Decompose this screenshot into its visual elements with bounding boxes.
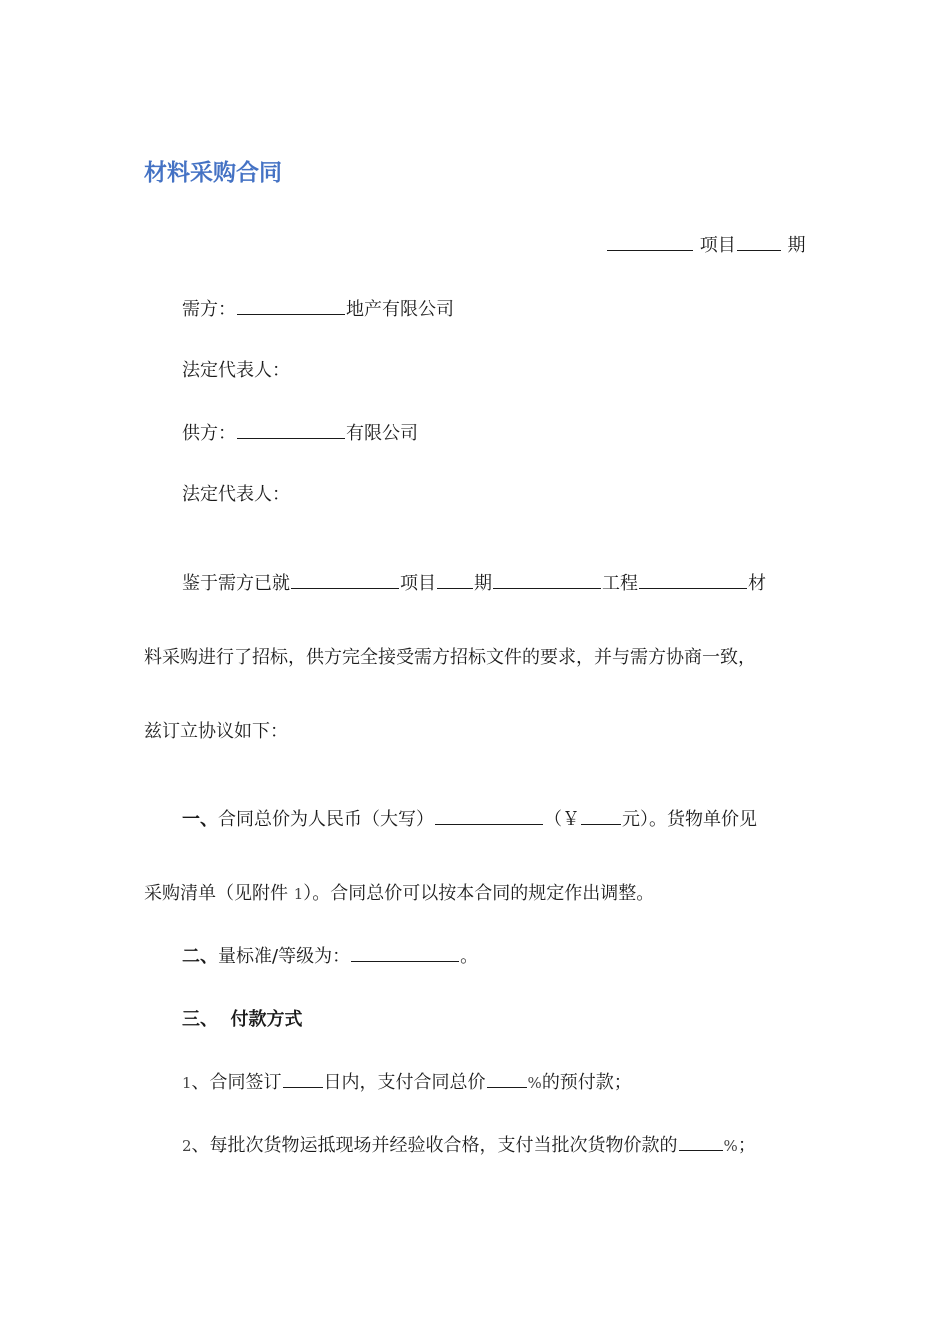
project-phase-line: [606, 232, 805, 259]
blank-project-name[interactable]: [607, 232, 693, 251]
preamble-text: 鉴于需方已就: [182, 573, 290, 594]
percent-sign: %: [723, 1137, 738, 1155]
seller-label: 供方：: [182, 423, 236, 444]
preamble-material-char: 材: [748, 573, 766, 594]
preamble-engineering-label: 工程: [602, 573, 638, 594]
seller-rep-line: [182, 482, 290, 508]
document-title: 材料采购合同: [144, 160, 282, 186]
blank-signing-days[interactable]: [283, 1069, 323, 1088]
blank-preamble-project[interactable]: [291, 570, 399, 589]
buyer-suffix: 地产有限公司: [346, 299, 454, 320]
payment-item-2-number: 2: [182, 1137, 192, 1155]
seller-suffix: 有限公司: [346, 423, 418, 444]
payment-item-1-number: 1: [182, 1074, 192, 1092]
clause-1-text: 合同总价为人民币（大写）: [218, 809, 434, 830]
blank-phase-number[interactable]: [737, 232, 781, 251]
clause-1-line-2: [144, 881, 654, 907]
preamble-project-label: 项目: [400, 573, 436, 594]
clause-3-heading: [182, 1007, 303, 1033]
blank-quality-standard[interactable]: [351, 943, 459, 962]
clause-3-title: 付款方式: [230, 1009, 303, 1030]
seller-line: [182, 420, 418, 447]
clause-3-number: 三、: [182, 1009, 218, 1030]
preamble-line-3: 兹订立协议如下：: [144, 721, 288, 742]
payment-item-1-text: 、合同签订: [191, 1072, 282, 1093]
blank-total-price-words[interactable]: [435, 806, 543, 825]
blank-preamble-phase[interactable]: [437, 570, 473, 589]
clause-2-end: 。: [460, 946, 479, 967]
clause-1-text-end: 元）。货物单价见: [622, 809, 757, 830]
buyer-label: 需方：: [182, 299, 236, 320]
blank-batch-percent[interactable]: [679, 1132, 723, 1151]
project-label: 项目: [699, 235, 736, 256]
blank-seller-name[interactable]: [237, 420, 345, 439]
clause-1-line-2-end: ）。合同总价可以按本合同的规定作出调整。: [303, 883, 655, 904]
blank-buyer-name[interactable]: [237, 296, 345, 315]
buyer-rep-line: [182, 358, 290, 384]
payment-item-2: [182, 1132, 756, 1159]
blank-total-price-number[interactable]: [581, 806, 621, 825]
clause-1-number: 一、: [182, 809, 218, 830]
percent-sign: %: [527, 1074, 542, 1092]
seller-rep-label: 法定代表人：: [182, 484, 290, 505]
buyer-rep-label: 法定代表人：: [182, 360, 290, 381]
attachment-number: 1: [293, 885, 304, 903]
blank-preamble-material[interactable]: [639, 570, 747, 589]
blank-preamble-engineering[interactable]: [493, 570, 601, 589]
clause-2-number: 二、: [182, 946, 218, 967]
preamble-phase-label: 期: [474, 573, 492, 594]
preamble-line-1: [182, 570, 766, 597]
payment-item-1-text-mid: 日内，支付合同总价: [323, 1072, 486, 1093]
buyer-line: [182, 296, 454, 323]
blank-advance-percent[interactable]: [487, 1069, 527, 1088]
payment-item-2-text-end: ；: [737, 1135, 756, 1156]
preamble-line-2: 料采购进行了招标，供方完全接受需方招标文件的要求，并与需方协商一致，: [144, 647, 756, 668]
clause-1-yen: （￥: [544, 809, 580, 830]
clause-2-text: 量标准/等级为：: [218, 946, 351, 967]
payment-item-1: [182, 1069, 632, 1096]
payment-item-2-text: 、每批次货物运抵现场并经验收合格，支付当批次货物价款的: [191, 1135, 678, 1156]
clause-2-line: [182, 943, 478, 970]
clause-1-line-1: [182, 806, 757, 833]
payment-item-1-text-end: 的预付款；: [541, 1072, 632, 1093]
clause-1-line-2-text: 采购清单（见附件: [144, 883, 288, 904]
phase-label: 期: [787, 235, 806, 256]
